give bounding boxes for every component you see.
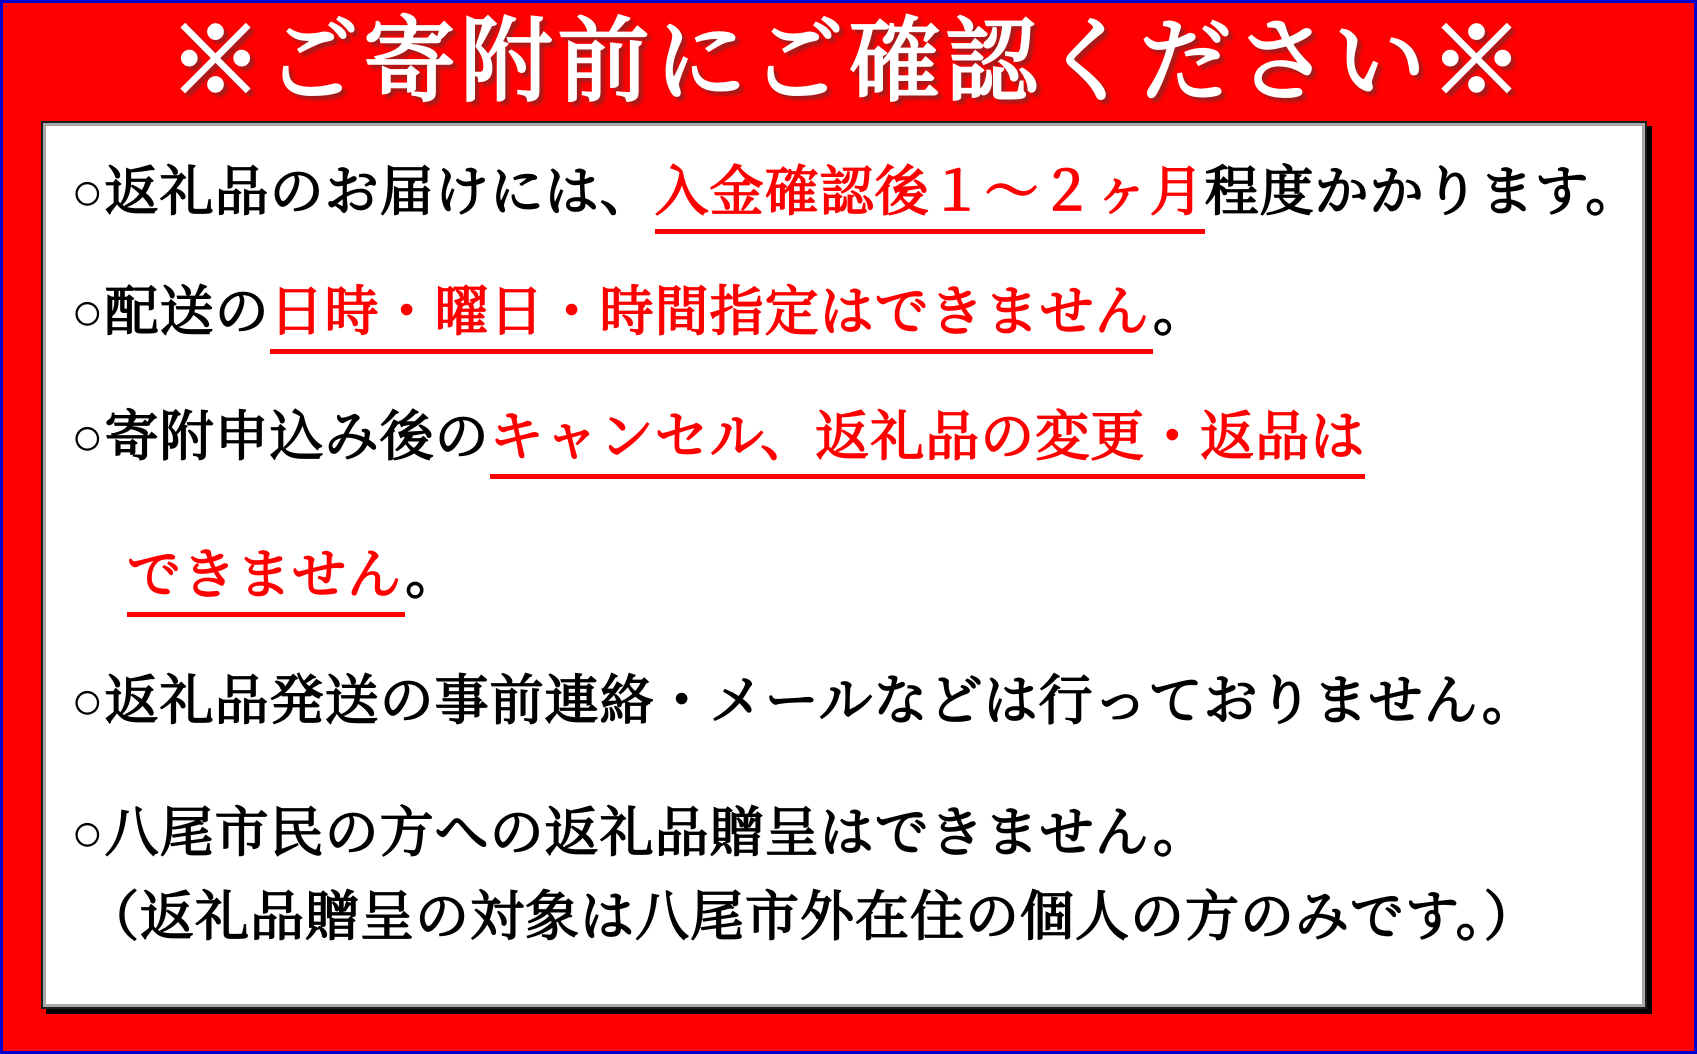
emphasized-text-segment: 日時・曜日・時間指定はできません (270, 282, 1153, 354)
text-segment: ○配送の (71, 282, 270, 343)
text-segment: 。 (1152, 282, 1208, 343)
text-segment: 。 (405, 544, 461, 605)
notice-line (71, 283, 1635, 341)
notice-line (71, 408, 1635, 466)
text-segment: ○八尾市民の方への返礼品贈呈はできません。 (71, 802, 1208, 863)
page-title: ※ご寄附前にご確認ください※ (169, 11, 1528, 113)
notice-line (71, 546, 1635, 604)
notice-line (71, 672, 1635, 730)
text-segment: 程度かかります。 (1204, 162, 1641, 222)
notice-line (71, 162, 1641, 222)
text-segment: ○返礼品のお届けには、 (71, 162, 655, 222)
notice-line (71, 804, 1635, 862)
notice-panel (41, 121, 1647, 1009)
notice-lines (71, 123, 1641, 947)
emphasized-text-segment: できません (127, 545, 405, 617)
emphasized-text-segment: キャンセル、返礼品の変更・返品は (490, 407, 1366, 479)
emphasized-text-segment: 入金確認後１～２ヶ月 (655, 162, 1205, 234)
header-banner (3, 3, 1694, 121)
text-segment: ○寄附申込み後の (71, 406, 490, 467)
text-segment: （返礼品贈呈の対象は八尾市外在住の個人の方のみです。） (85, 886, 1539, 947)
notice-line (71, 888, 1635, 946)
text-segment: ○返礼品発送の事前連絡・メールなどは行っておりません。 (71, 671, 1537, 732)
